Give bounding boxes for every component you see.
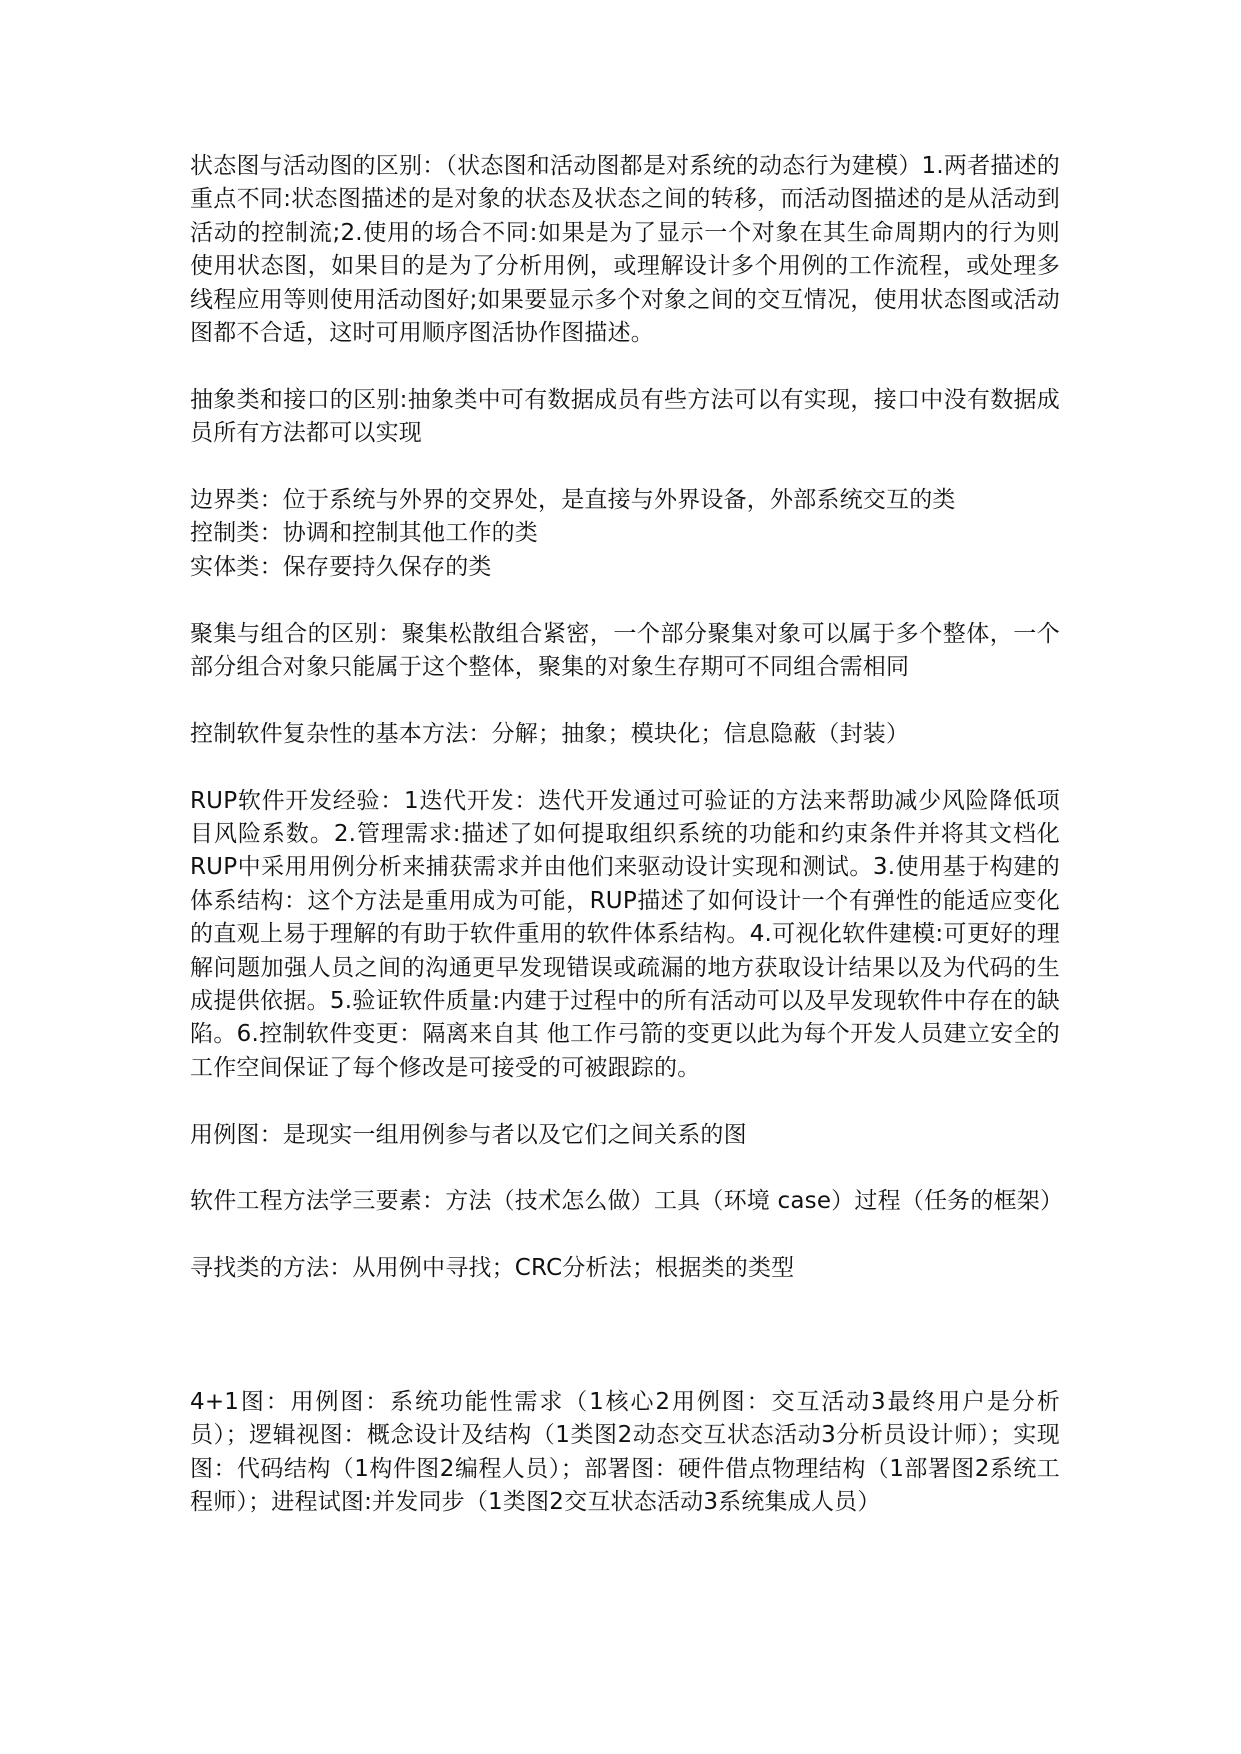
paragraph-entity-class: 实体类：保存要持久保存的类 [190, 553, 492, 580]
paragraph-state-vs-activity-diagram: 状态图与活动图的区别：（状态图和活动图都是对系统的动态行为建模）1.两者描述的重点不同:状态图描述的是对象的状态及状态之间的转移，而活动图描述的是从活动到活动的控制流;2.使用的场合不同:如果是为了显示一个对象在其生命周期内的行为则使用状态图，如果目的是为了分析用例，或理解设计多个用例的工作流程，或处理多线程应用等则使用活动图好;如果要显示多个对象之间的交互情况，使用状态图或活动图都不合适，这时可用顺序图活协作图描述。 [190, 153, 1060, 347]
paragraph-4plus1-views: 4+1图：用例图：系统功能性需求（1核心2用例图：交互活动3最终用户是分析员）；逻辑视图：概念设计及结构（1类图2动态交互状态活动3分析员设计师）；实现图：代码结构（1构件图2编程人员）；部署图：硬件借点物理结构（1部署图2系统工程师）；进程试图:并发同步（1类图2交互状态活动3系统集成人员） [190, 1388, 1060, 1515]
paragraph-boundary-class: 边界类：位于系统与外界的交界处，是直接与外界设备，外部系统交互的类 [190, 487, 956, 514]
paragraph-finding-classes: 寻找类的方法：从用例中寻找；CRC分析法；根据类的类型 [190, 1255, 795, 1282]
paragraph-use-case-diagram: 用例图：是现实一组用例参与者以及它们之间关系的图 [190, 1121, 747, 1148]
paragraph-control-class: 控制类：协调和控制其他工作的类 [190, 520, 538, 547]
paragraph-software-engineering-elements: 软件工程方法学三要素：方法（技术怎么做）工具（环境 case）过程（任务的框架） [190, 1188, 1064, 1215]
paragraph-complexity-control-methods: 控制软件复杂性的基本方法：分解；抽象；模块化；信息隐蔽（封装） [190, 720, 910, 747]
document-body [190, 150, 1064, 1553]
paragraph-rup-experience: RUP软件开发经验：1迭代开发：迭代开发通过可验证的方法来帮助减少风险降低项目风险系数。2.管理需求:描述了如何提取组织系统的功能和约束条件并将其文档化RUP中采用用例分析来捕获需求并由他们来驱动设计实现和测试。3.使用基于构建的体系结构：这个方法是重用成为可能，RUP描述了如何设计一个有弹性的能适应变化的直观上易于理解的有助于软件重用的软件体系结构。4.可视化软件建模:可更好的理解问题加强人员之间的沟通更早发现错误或疏漏的地方获取设计结果以及为代码的生成提供依据。5.验证软件质量:内建于过程中的所有活动可以及早发现软件中存在的缺陷。6.控制软件变更：隔离来自其 他工作弓箭的变更以此为每个开发人员建立安全的工作空间保证了每个修改是可接受的可被跟踪的。 [190, 787, 1060, 1081]
paragraph-abstract-class-vs-interface: 抽象类和接口的区别:抽象类中可有数据成员有些方法可以有实现，接口中没有数据成员所有方法都可以实现 [190, 386, 1060, 447]
blank-space [190, 1286, 1060, 1386]
paragraph-aggregation-vs-composition: 聚集与组合的区别：聚集松散组合紧密，一个部分聚集对象可以属于多个整体，一个部分组合对象只能属于这个整体，聚集的对象生存期可不同组合需相同 [190, 620, 1060, 681]
